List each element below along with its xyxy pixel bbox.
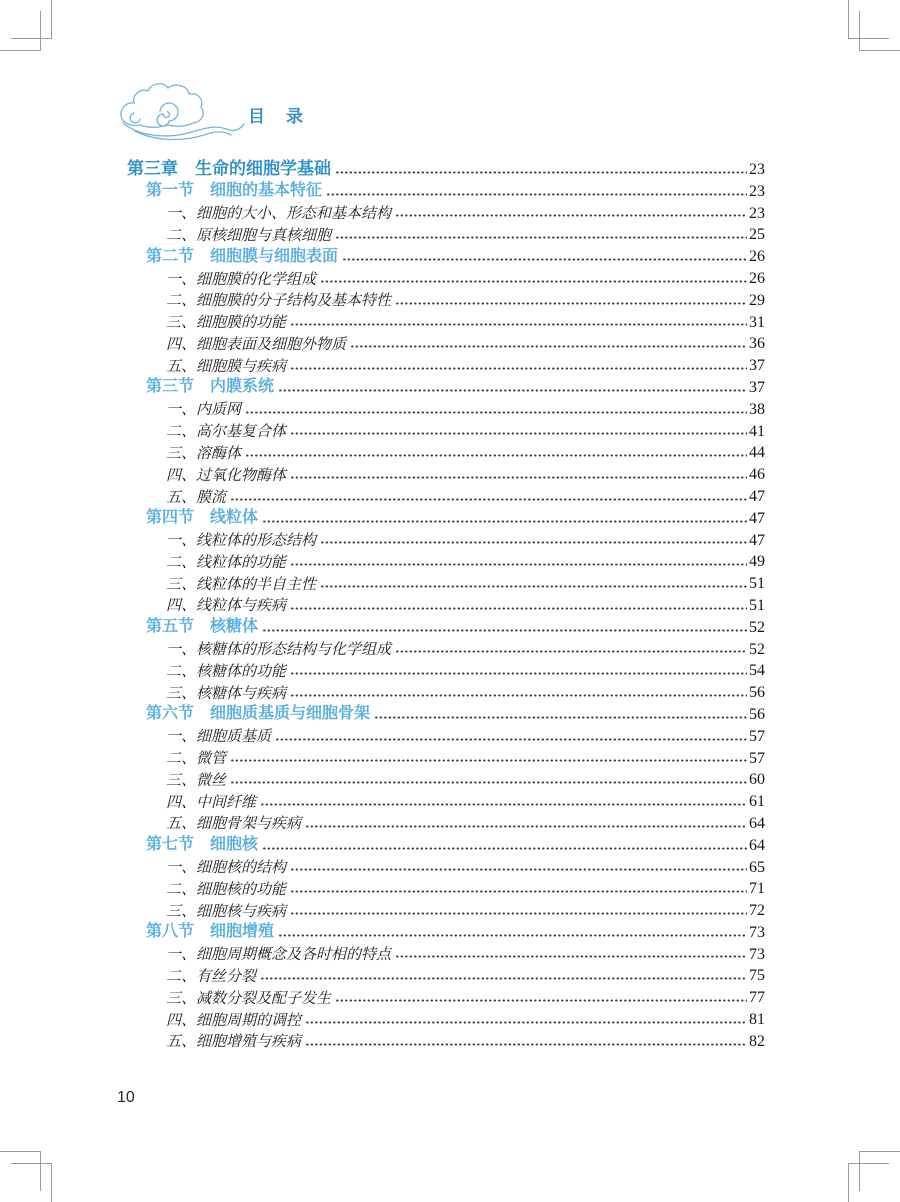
toc-entry-label: 一、细胞的大小、形态和基本结构 (166, 204, 392, 223)
toc-entry-page: 46 (749, 466, 765, 484)
toc-entry-label: 一、细胞质基质 (166, 727, 272, 746)
toc-entry (127, 484, 765, 506)
dot-leader (375, 716, 747, 719)
toc-entry-page: 26 (749, 269, 765, 287)
toc-entry (127, 1029, 765, 1051)
toc-list (127, 157, 765, 1051)
toc-entry (127, 724, 765, 746)
toc-entry-label: 四、过氧化物酶体 (166, 465, 287, 484)
toc-entry-label: 一、线粒体的形态结构 (166, 531, 317, 550)
toc-entry-page: 38 (749, 400, 765, 418)
toc-entry-page: 51 (749, 575, 765, 593)
toc-entry (127, 375, 765, 397)
toc-entry-page: 57 (749, 749, 765, 767)
toc-entry-page: 64 (749, 814, 765, 832)
toc-entry-label: 四、线粒体与疾病 (166, 596, 287, 615)
toc-entry-label: 二、核糖体的功能 (166, 661, 287, 680)
toc-entry (127, 244, 765, 266)
dot-leader (291, 476, 747, 479)
dot-leader (279, 934, 747, 937)
dot-leader (306, 1043, 747, 1046)
toc-entry-page: 44 (749, 444, 765, 462)
toc-entry (127, 680, 765, 702)
toc-entry (127, 898, 765, 920)
dot-leader (291, 432, 747, 435)
toc-entry-page: 61 (749, 793, 765, 811)
toc-entry-label: 二、线粒体的功能 (166, 552, 287, 571)
toc-entry (127, 811, 765, 833)
toc-entry-page: 51 (749, 596, 765, 614)
toc-entry (127, 310, 765, 332)
dot-leader (343, 258, 747, 261)
toc-entry-label: 三、微丝 (166, 770, 227, 789)
corner-mark-bottom-right-inner (859, 1151, 900, 1191)
dot-leader (396, 650, 747, 653)
toc-entry (127, 615, 765, 637)
dot-leader (231, 759, 747, 762)
toc-entry-label: 一、细胞膜的化学组成 (166, 269, 317, 288)
dot-leader (291, 890, 747, 893)
toc-entry (127, 963, 765, 985)
toc-entry-label: 一、核糖体的形态结构与化学组成 (166, 640, 392, 659)
page-title: 目 录 (248, 107, 305, 126)
dot-leader (291, 323, 747, 326)
toc-entry-label: 第二节 细胞膜与细胞表面 (146, 247, 339, 265)
toc-entry (127, 462, 765, 484)
toc-entry-label: 二、原核细胞与真核细胞 (166, 225, 332, 244)
toc-entry (127, 331, 765, 353)
toc-entry-label: 四、细胞周期的调控 (166, 1010, 302, 1029)
toc-entry-page: 23 (749, 204, 765, 222)
toc-entry-label: 三、细胞核与疾病 (166, 901, 287, 920)
toc-entry (127, 571, 765, 593)
toc-entry-page: 36 (749, 335, 765, 353)
toc-entry-label: 一、内质网 (166, 400, 242, 419)
dot-leader (306, 825, 747, 828)
dot-leader (321, 280, 747, 283)
toc-entry (127, 506, 765, 528)
toc-entry-page: 23 (749, 182, 765, 200)
corner-mark-top-left-inner (0, 11, 41, 51)
page-number: 10 (117, 1089, 135, 1106)
dot-leader (321, 541, 747, 544)
toc-entry-label: 第三节 内膜系统 (146, 378, 275, 396)
toc-entry-page: 52 (749, 618, 765, 636)
toc-entry-page: 23 (749, 161, 765, 178)
dot-leader (396, 302, 747, 305)
toc-entry-page: 37 (749, 357, 765, 375)
dot-leader (336, 999, 747, 1002)
dot-leader (263, 520, 747, 523)
toc-entry-label: 一、细胞核的结构 (166, 858, 287, 877)
cloud-wave-logo-icon (110, 80, 248, 144)
corner-mark-bottom-left-inner (0, 1151, 41, 1191)
toc-entry-page: 81 (749, 1011, 765, 1029)
toc-entry-label: 第一节 细胞的基本特征 (146, 182, 323, 200)
toc-entry-label: 第五节 核糖体 (146, 618, 259, 636)
toc-entry-page: 77 (749, 989, 765, 1007)
toc-entry-page: 56 (749, 705, 765, 723)
dot-leader (291, 563, 747, 566)
dot-leader (291, 868, 747, 871)
toc-entry-page: 29 (749, 291, 765, 309)
toc-entry (127, 637, 765, 659)
dot-leader (246, 411, 747, 414)
toc-entry (127, 353, 765, 375)
toc-entry-page: 54 (749, 662, 765, 680)
toc-entry (127, 855, 765, 877)
toc-entry-label: 三、细胞膜的功能 (166, 313, 287, 332)
toc-entry (127, 288, 765, 310)
dot-leader (231, 781, 747, 784)
dot-leader (291, 912, 747, 915)
toc-entry (127, 942, 765, 964)
toc-entry (127, 876, 765, 898)
toc-entry-page: 71 (749, 880, 765, 898)
dot-leader (291, 694, 747, 697)
toc-entry-page: 60 (749, 771, 765, 789)
dot-leader (396, 214, 747, 217)
toc-entry-label: 一、细胞周期概念及各时相的特点 (166, 945, 392, 964)
toc-entry-page: 47 (749, 487, 765, 505)
toc-entry-page: 37 (749, 378, 765, 396)
toc-entry-label: 五、细胞骨架与疾病 (166, 814, 302, 833)
toc-entry (127, 549, 765, 571)
dot-leader (276, 738, 747, 741)
corner-mark-top-right-inner (859, 11, 900, 51)
dot-leader (263, 847, 747, 850)
toc-entry-label: 第四节 线粒体 (146, 509, 259, 527)
toc-entry (127, 528, 765, 550)
dot-leader (327, 193, 747, 196)
toc-entry-page: 65 (749, 858, 765, 876)
toc-entry (127, 440, 765, 462)
toc-entry-page: 72 (749, 902, 765, 920)
toc-entry-page: 56 (749, 684, 765, 702)
dot-leader (231, 498, 747, 501)
toc-entry (127, 658, 765, 680)
dot-leader (321, 585, 747, 588)
dot-leader (291, 672, 747, 675)
toc-entry-label: 三、溶酶体 (166, 443, 242, 462)
toc-entry-label: 第七节 细胞核 (146, 836, 259, 854)
toc-entry (127, 593, 765, 615)
toc-entry (127, 746, 765, 768)
dot-leader (291, 607, 747, 610)
dot-leader (351, 345, 747, 348)
toc-entry (127, 702, 765, 724)
dot-leader (396, 955, 747, 958)
toc-entry (127, 789, 765, 811)
toc-entry-label: 五、细胞膜与疾病 (166, 356, 287, 375)
toc-entry-page: 26 (749, 248, 765, 266)
toc-entry (127, 419, 765, 441)
toc-entry (127, 222, 765, 244)
toc-entry-page: 73 (749, 945, 765, 963)
dot-leader (306, 1021, 747, 1024)
dot-leader (246, 454, 747, 457)
toc-entry-page: 52 (749, 640, 765, 658)
toc-entry-label: 二、有丝分裂 (166, 967, 257, 986)
toc-entry-label: 五、膜流 (166, 487, 227, 506)
toc-entry (127, 157, 765, 179)
toc-entry (127, 201, 765, 223)
toc-entry (127, 985, 765, 1007)
toc-entry-label: 二、细胞膜的分子结构及基本特性 (166, 291, 392, 310)
toc-entry (127, 266, 765, 288)
toc-entry (127, 920, 765, 942)
toc-entry-page: 31 (749, 313, 765, 331)
toc-entry (127, 397, 765, 419)
toc-entry-label: 五、细胞增殖与疾病 (166, 1032, 302, 1051)
toc-entry-page: 49 (749, 553, 765, 571)
toc-entry-label: 四、细胞表面及细胞外物质 (166, 334, 347, 353)
toc-entry-label: 二、细胞核的功能 (166, 879, 287, 898)
toc-entry-page: 64 (749, 836, 765, 854)
toc-entry-page: 25 (749, 226, 765, 244)
dot-leader (279, 389, 747, 392)
dot-leader (261, 803, 747, 806)
toc-entry-label: 第三章 生命的细胞学基础 (127, 159, 331, 179)
toc-entry-label: 三、减数分裂及配子发生 (166, 988, 332, 1007)
toc-entry (127, 179, 765, 201)
toc-entry-page: 57 (749, 727, 765, 745)
toc-entry-label: 四、中间纤维 (166, 792, 257, 811)
toc-entry-page: 47 (749, 509, 765, 527)
dot-leader (336, 236, 747, 239)
toc-entry-label: 三、核糖体与疾病 (166, 683, 287, 702)
dot-leader (263, 629, 747, 632)
toc-entry-label: 二、微管 (166, 749, 227, 768)
toc-entry (127, 833, 765, 855)
toc-entry-page: 47 (749, 531, 765, 549)
toc-entry-label: 第六节 细胞质基质与细胞骨架 (146, 705, 371, 723)
toc-entry-label: 二、高尔基复合体 (166, 422, 287, 441)
toc-entry-page: 82 (749, 1032, 765, 1050)
toc-entry-label: 三、线粒体的半自主性 (166, 574, 317, 593)
dot-leader (336, 171, 747, 174)
toc-entry (127, 1007, 765, 1029)
dot-leader (261, 977, 747, 980)
toc-entry-page: 73 (749, 923, 765, 941)
dot-leader (291, 367, 747, 370)
toc-entry-page: 75 (749, 967, 765, 985)
toc-entry (127, 767, 765, 789)
toc-entry-page: 41 (749, 422, 765, 440)
toc-entry-label: 第八节 细胞增殖 (146, 923, 275, 941)
